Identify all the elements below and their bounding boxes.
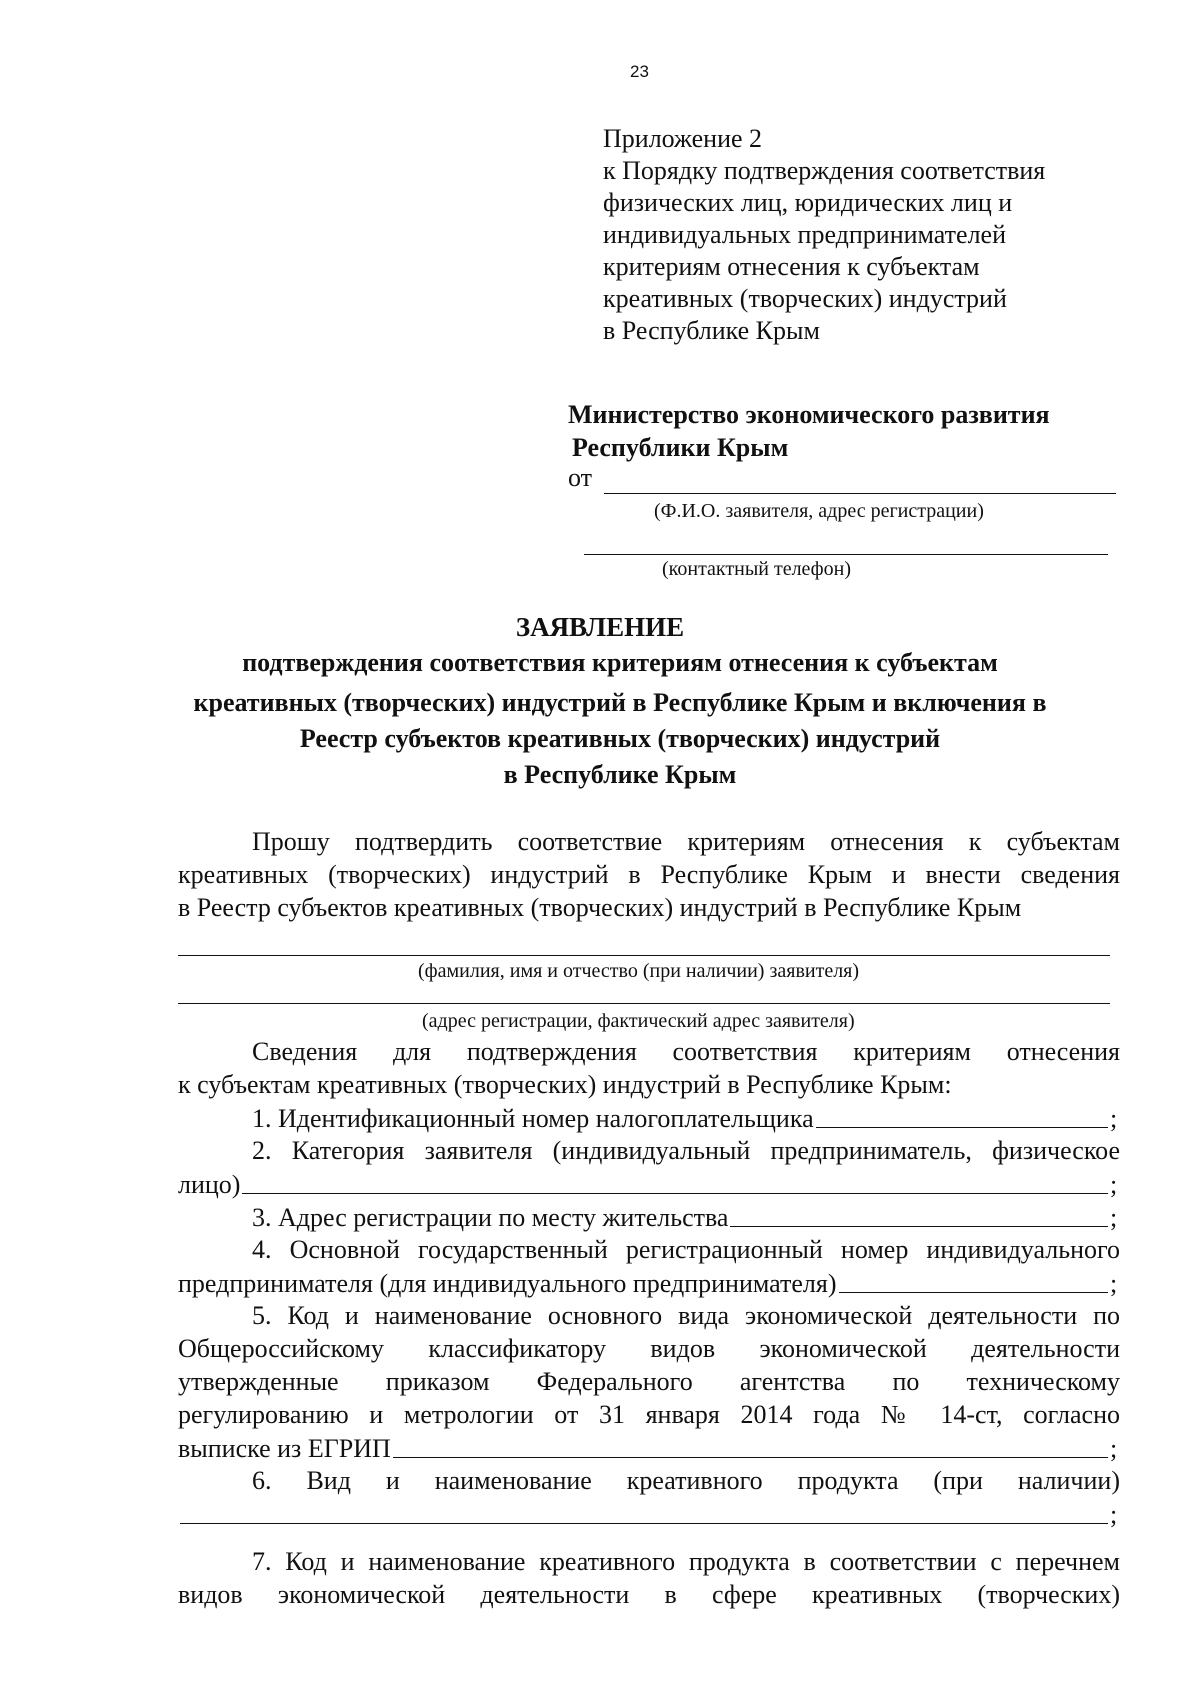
title-line: креативных (творческих) индустрий в Республике Крым и включения в [193, 688, 1047, 717]
request-text: в Реестр субъектов креативных (творческих) индустрий в Республике Крым [178, 893, 1022, 922]
item-label: 6. Вид и наименование креативного продукта (при наличии) [252, 1466, 1120, 1495]
inn-field[interactable] [816, 1127, 1108, 1128]
category-field[interactable] [242, 1193, 1108, 1194]
item-label: 3. Адрес регистрации по месту жительства [252, 1203, 729, 1232]
item-label: 4. Основной государственный регистрационный номер индивидуального [252, 1235, 1120, 1264]
applicant-name-field[interactable] [178, 955, 1110, 956]
page-number: 23 [630, 62, 649, 81]
from-label: от [568, 463, 593, 492]
item-label: предпринимателя (для индивидуального предпринимателя) [178, 1269, 837, 1298]
applicant-fio-field[interactable] [604, 493, 1116, 494]
item-okved: выписке из ЕГРИП ; [178, 1434, 1118, 1463]
addressee [568, 398, 1128, 464]
info-text: Сведения для подтверждения соответствия критериям отнесения [252, 1037, 1120, 1066]
annex-line: креативных (творческих) индустрий [603, 284, 1007, 313]
item-label: 2. Категория заявителя (индивидуальный предприниматель, физическое [252, 1136, 1120, 1165]
item-label: регулированию и метрологии от 31 января 2014 года № 14-ст, согласно [178, 1400, 1120, 1429]
phone-caption: (контактный телефон) [662, 558, 852, 580]
addressee-line: Министерство экономического развития [568, 400, 1050, 429]
address-caption: (адрес регистрации, фактический адрес заявителя) [422, 1010, 855, 1032]
request-text: креативных (творческих) индустрий в Республике Крым и внести сведения [178, 860, 1120, 889]
annex-line: в Республике Крым [603, 316, 820, 345]
document-title: ЗАЯВЛЕНИЕ [515, 612, 685, 642]
annex-header [603, 123, 1103, 347]
fio-caption: (Ф.И.О. заявителя, адрес регистрации) [654, 500, 984, 522]
item-label: 7. Код и наименование креативного продукта в соответствии с перечнем [252, 1547, 1120, 1576]
item-label: утвержденные приказом Федерального агентства по техническому [178, 1367, 1120, 1396]
info-text: к субъектам креативных (творческих) индустрий в Республике Крым: [178, 1070, 952, 1099]
request-text: Прошу подтвердить соответствие критериям отнесения к субъектам [252, 827, 1120, 856]
annex-line: физических лиц, юридических лиц и [603, 188, 1013, 217]
name-caption: (фамилия, имя и отчество (при наличии) заявителя) [418, 960, 860, 982]
registration-address-field[interactable] [730, 1226, 1108, 1227]
item-label: Общероссийскому классификатору видов экономической деятельности [178, 1334, 1120, 1363]
annex-line: критериям отнесения к субъектам [603, 252, 980, 281]
applicant-address-field[interactable] [178, 1003, 1110, 1004]
title-line: в Республике Крым [503, 760, 737, 789]
item-category: лицо) ; [178, 1170, 1118, 1199]
annex-line: Приложение 2 [603, 124, 763, 153]
title-line: Реестр субъектов креативных (творческих) индустрий [299, 724, 941, 753]
title-line: подтверждения соответствия критериям отнесения к субъектам [242, 648, 998, 677]
item-inn: 1. Идентификационный номер налогоплательщика ; [178, 1101, 1120, 1134]
okved-field[interactable] [393, 1457, 1108, 1458]
item-label: выписке из ЕГРИП [178, 1434, 391, 1463]
item-ogrnip: предпринимателя (для индивидуального предпринимателя) ; [178, 1269, 1118, 1298]
item-label: видов экономической деятельности в сфере креативных (творческих) [178, 1580, 1120, 1609]
addressee-line: Республики Крым [572, 433, 789, 462]
phone-field[interactable] [584, 554, 1108, 555]
ogrnip-field[interactable] [839, 1292, 1108, 1293]
item-label: лицо) [178, 1170, 241, 1199]
item-label: 5. Код и наименование основного вида экономической деятельности по [252, 1301, 1120, 1330]
annex-line: к Порядку подтверждения соответствия [603, 156, 1046, 185]
item-registration-address: 3. Адрес регистрации по месту жительства ; [178, 1200, 1120, 1233]
annex-line: индивидуальных предпринимателей [603, 220, 1006, 249]
creative-product-field[interactable] [180, 1523, 1108, 1524]
item-creative-product: ; [178, 1497, 1120, 1530]
item-label: 1. Идентификационный номер налогоплательщика [252, 1104, 814, 1133]
